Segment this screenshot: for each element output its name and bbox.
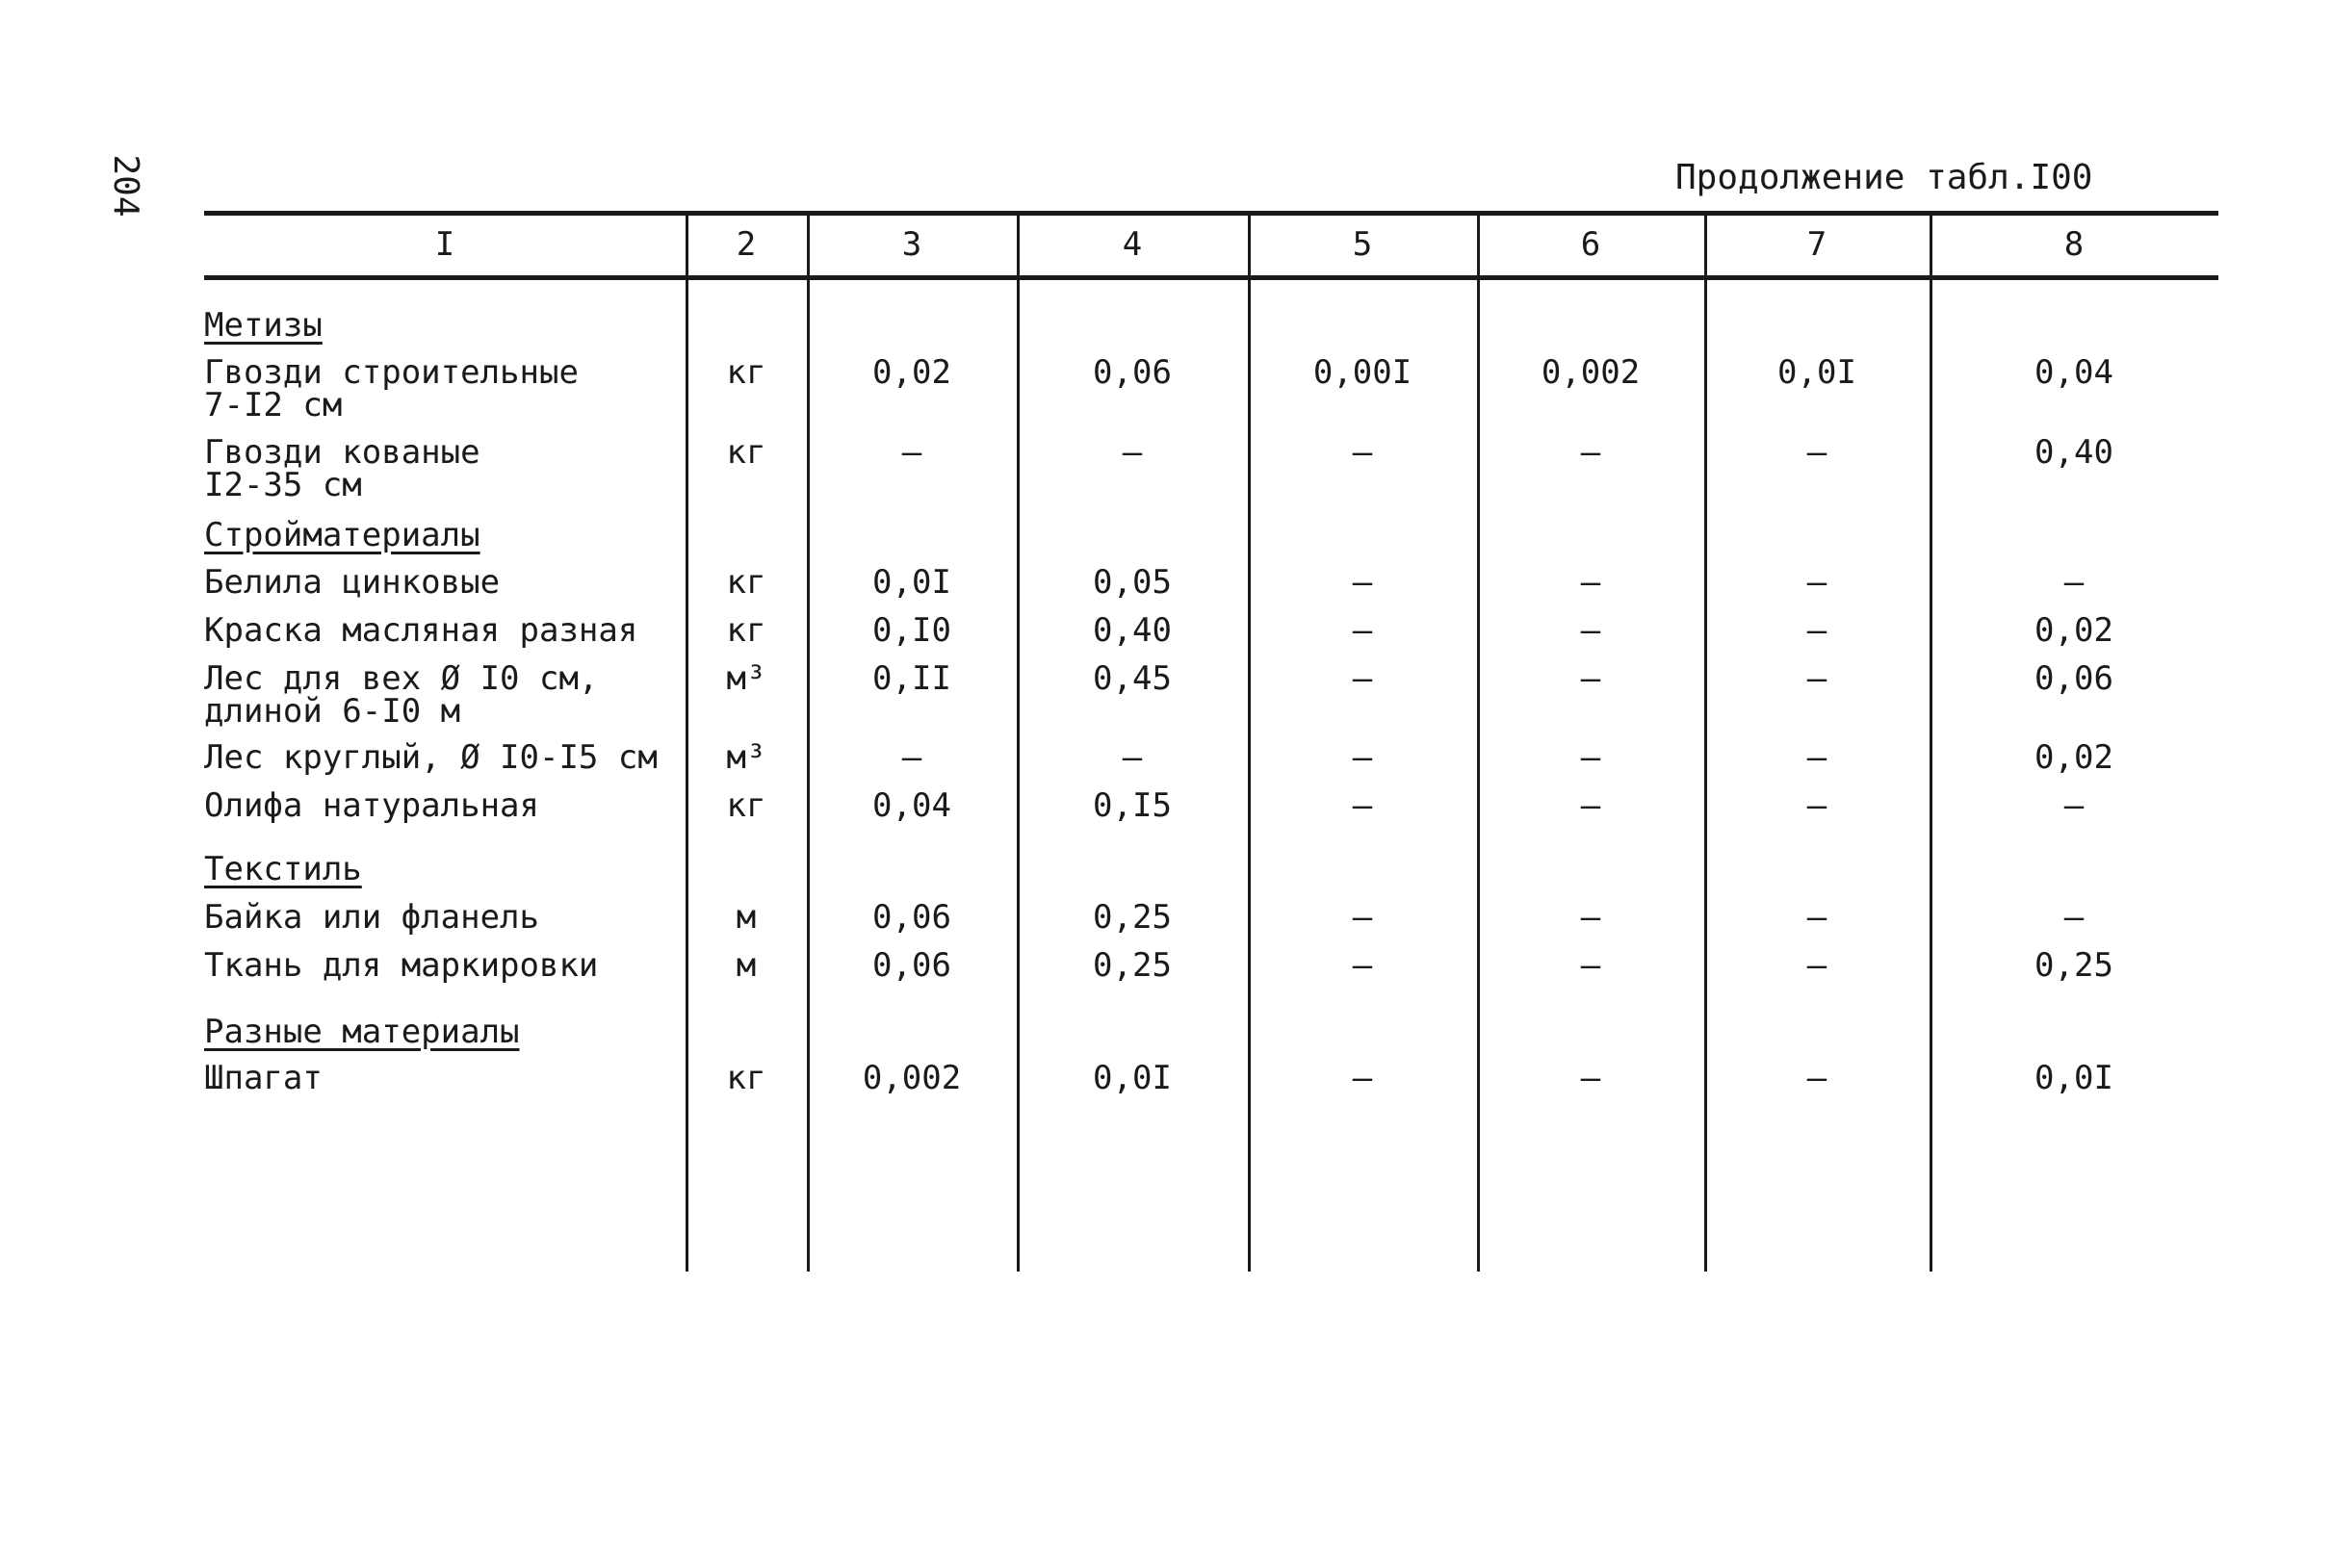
- unit-cell: кг: [726, 563, 766, 602]
- unit-cell: м: [736, 898, 757, 937]
- value-cell: 0,II: [872, 659, 951, 698]
- value-cell: –: [901, 433, 922, 472]
- value-cell: –: [1806, 898, 1827, 937]
- value-cell: –: [1352, 659, 1373, 698]
- value-cell: 0,002: [862, 1059, 962, 1097]
- value-cell: 0,05: [1093, 563, 1172, 602]
- section-title: Стройматериалы: [204, 516, 480, 554]
- page-number: 204: [106, 154, 146, 218]
- value-cell: 0,06: [1093, 353, 1172, 392]
- material-name: Лес круглый, Ø I0-I5 см: [204, 738, 658, 777]
- table-caption: Продолжение табл.I00: [1675, 158, 2093, 197]
- unit-cell: кг: [726, 786, 766, 825]
- column-header-6: 6: [1580, 225, 1601, 264]
- value-cell: –: [1352, 946, 1373, 985]
- table-row: [0, 659, 2332, 739]
- unit-cell: кг: [726, 353, 766, 392]
- section-title: Текстиль: [204, 850, 362, 888]
- column-header-5: 5: [1352, 225, 1373, 264]
- value-cell: –: [1352, 898, 1373, 937]
- column-header-4: 4: [1122, 225, 1143, 264]
- value-cell: 0,04: [2034, 353, 2113, 392]
- value-cell: 0,06: [872, 946, 951, 985]
- value-cell: –: [1580, 738, 1601, 777]
- value-cell: –: [2063, 898, 2085, 937]
- value-cell: –: [1806, 433, 1827, 472]
- value-cell: –: [1580, 433, 1601, 472]
- value-cell: 0,002: [1541, 353, 1641, 392]
- value-cell: –: [901, 738, 922, 777]
- value-cell: –: [1580, 786, 1601, 825]
- unit-cell: кг: [726, 611, 766, 650]
- value-cell: 0,06: [872, 898, 951, 937]
- value-cell: –: [2063, 563, 2085, 602]
- value-cell: –: [1122, 433, 1143, 472]
- material-name: Краска масляная разная: [204, 611, 638, 650]
- table-header-rule: [204, 275, 2218, 280]
- value-cell: –: [1352, 738, 1373, 777]
- section-title: Метизы: [204, 306, 323, 345]
- material-name: Лес для вех Ø I0 см, длиной 6-I0 м: [204, 659, 599, 731]
- value-cell: 0,40: [2034, 433, 2113, 472]
- value-cell: –: [1352, 611, 1373, 650]
- column-header-7: 7: [1806, 225, 1827, 264]
- value-cell: –: [1580, 946, 1601, 985]
- value-cell: –: [1122, 738, 1143, 777]
- column-header-1: I: [434, 225, 455, 264]
- value-cell: 0,02: [2034, 738, 2113, 777]
- value-cell: 0,0I: [2034, 1059, 2113, 1097]
- value-cell: 0,0I: [1093, 1059, 1172, 1097]
- value-cell: –: [1806, 738, 1827, 777]
- value-cell: 0,I5: [1093, 786, 1172, 825]
- material-name: Белила цинковые: [204, 563, 501, 602]
- unit-cell: м³: [726, 738, 766, 777]
- value-cell: –: [1580, 563, 1601, 602]
- value-cell: –: [1806, 786, 1827, 825]
- material-name: Шпагат: [204, 1059, 323, 1097]
- unit-cell: кг: [726, 1059, 766, 1097]
- column-header-2: 2: [736, 225, 757, 264]
- value-cell: –: [1806, 946, 1827, 985]
- value-cell: 0,0I: [1777, 353, 1856, 392]
- value-cell: 0,45: [1093, 659, 1172, 698]
- material-name: Гвозди кованые I2-35 см: [204, 433, 480, 504]
- value-cell: –: [1580, 611, 1601, 650]
- column-header-8: 8: [2063, 225, 2085, 264]
- value-cell: –: [1352, 786, 1373, 825]
- value-cell: 0,25: [1093, 946, 1172, 985]
- value-cell: 0,04: [872, 786, 951, 825]
- material-name: Олифа натуральная: [204, 786, 539, 825]
- table-row: [0, 353, 2332, 433]
- material-name: Байка или фланель: [204, 898, 539, 937]
- value-cell: –: [1352, 563, 1373, 602]
- table-row: [0, 1059, 2332, 1139]
- value-cell: –: [1580, 898, 1601, 937]
- value-cell: 0,00I: [1312, 353, 1412, 392]
- value-cell: 0,0I: [872, 563, 951, 602]
- value-cell: –: [1806, 563, 1827, 602]
- value-cell: 0,25: [2034, 946, 2113, 985]
- section-title: Разные материалы: [204, 1013, 520, 1051]
- value-cell: 0,I0: [872, 611, 951, 650]
- value-cell: –: [1580, 659, 1601, 698]
- value-cell: 0,02: [872, 353, 951, 392]
- value-cell: –: [1806, 1059, 1827, 1097]
- value-cell: 0,25: [1093, 898, 1172, 937]
- material-name: Ткань для маркировки: [204, 946, 599, 985]
- value-cell: –: [1580, 1059, 1601, 1097]
- value-cell: 0,40: [1093, 611, 1172, 650]
- value-cell: –: [2063, 786, 2085, 825]
- table-row: [0, 433, 2332, 513]
- unit-cell: м: [736, 946, 757, 985]
- value-cell: 0,06: [2034, 659, 2113, 698]
- unit-cell: кг: [726, 433, 766, 472]
- material-name: Гвозди строительные 7-I2 см: [204, 353, 579, 424]
- unit-cell: м³: [726, 659, 766, 698]
- column-header-3: 3: [901, 225, 922, 264]
- value-cell: –: [1352, 433, 1373, 472]
- value-cell: –: [1352, 1059, 1373, 1097]
- value-cell: –: [1806, 659, 1827, 698]
- value-cell: –: [1806, 611, 1827, 650]
- value-cell: 0,02: [2034, 611, 2113, 650]
